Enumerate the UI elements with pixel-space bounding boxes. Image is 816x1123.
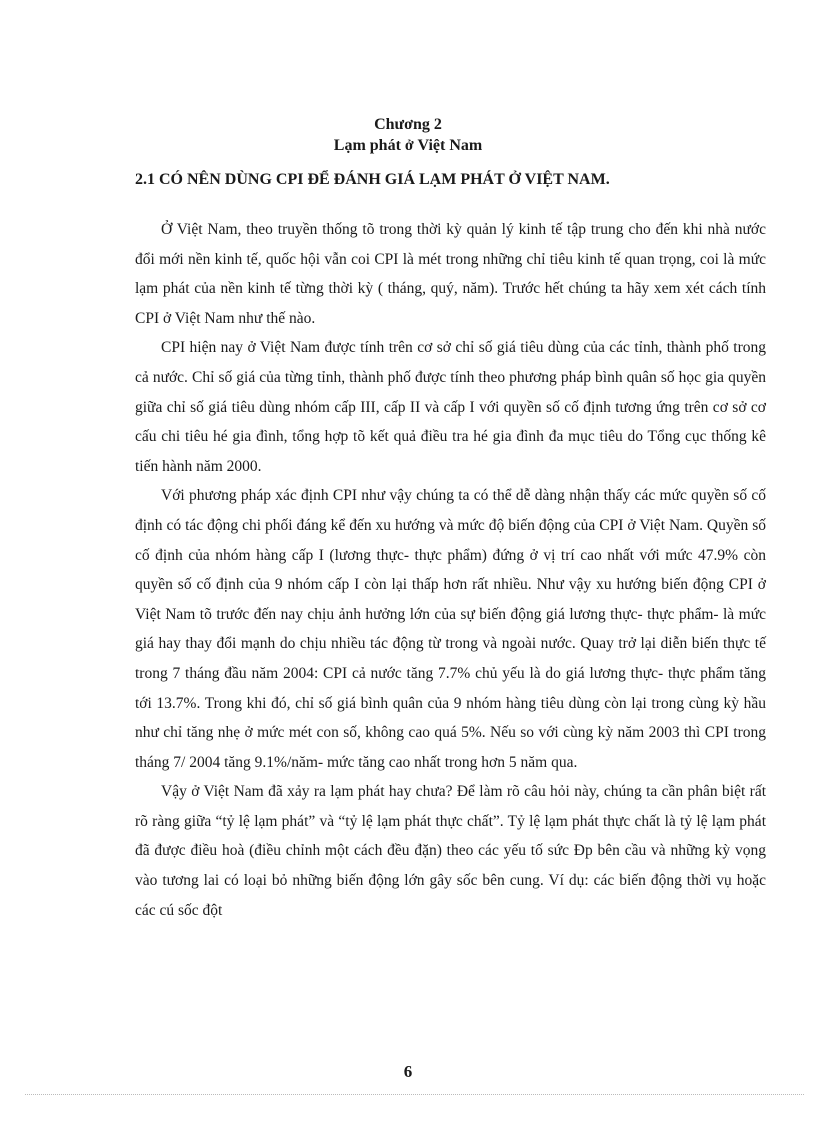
body-text bbox=[135, 215, 766, 925]
paragraph: Vậy ở Việt Nam đã xảy ra lạm phát hay chưa? Để làm rõ câu hỏi này, chúng ta cần phân biệt rất rõ ràng giữa “tỷ lệ lạm phát” và “tỷ lệ lạm phát thực chất”. Tỷ lệ lạm phát thực chất là tỷ lệ lạm phát đã được điều hoà (điều chỉnh một cách đều đặn) theo các yếu tố sức Ðp bên cầu và những kỳ vọng vào tương lai có loại bỏ những biến động lớn gây sốc bên cung. Ví dụ: các biến động thời vụ hoặc các cú sốc đột bbox=[135, 783, 766, 919]
footer-divider bbox=[25, 1094, 804, 1095]
chapter-title bbox=[0, 114, 816, 156]
paragraph: Với phương pháp xác định CPI như vậy chúng ta có thể dễ dàng nhận thấy các mức quyền số cố định có tác động chi phối đáng kể đến xu hướng và mức độ biến động của CPI ở Việt Nam. Quyền số cố định của nhóm hàng cấp I (lương thực- thực phẩm) đứng ở vị trí cao nhất với mức 47.9% còn quyền số cố định của 9 nhóm cấp I còn lại thấp hơn rất nhiều. Như vậy xu hướng biến động CPI ở Việt Nam tõ trước đến nay chịu ảnh hưởng lớn của sự biến động giá lương thực- thực phẩm- là mức giá hay thay đổi mạnh do chịu nhiều tác động từ trong và ngoài nước. Quay trở lại diễn biến thực tế trong 7 tháng đầu năm 2004: CPI cả nước tăng 7.7% chủ yếu là do giá lương thực- thực phẩm tăng tới 13.7%. Trong khi đó, chỉ số giá bình quân của 9 nhóm hàng tiêu dùng còn lại trong cùng kỳ hầu như chỉ tăng nhẹ ở mức mét con số, không cao quá 5%. Nếu so với cùng kỳ năm 2003 thì CPI trong tháng 7/ 2004 tăng 9.1%/năm- mức tăng cao nhất trong hơn 5 năm qua. bbox=[135, 487, 766, 771]
paragraph: Ở Việt Nam, theo truyền thống tõ trong thời kỳ quản lý kinh tế tập trung cho đến khi nhà nước đổi mới nền kinh tế, quốc hội vẫn coi CPI là mét trong những chỉ tiêu kinh tế quan trọng, coi là mức lạm phát của nền kinh tế từng thời kỳ ( tháng, quý, năm). Trước hết chúng ta hãy xem xét cách tính CPI ở Việt Nam như thế nào. bbox=[135, 221, 766, 327]
section-heading: 2.1 CÓ NÊN DÙNG CPI ĐỂ ĐÁNH GIÁ LẠM PHÁT Ở VIỆT NAM. bbox=[135, 171, 610, 188]
paragraph: CPI hiện nay ở Việt Nam được tính trên cơ sở chỉ số giá tiêu dùng của các tỉnh, thành phố trong cả nước. Chỉ số giá của từng tỉnh, thành phố được tính theo phương pháp bình quân số học gia quyền giữa chỉ số giá tiêu dùng nhóm cấp III, cấp II và cấp I với quyền số cố định tương ứng trên cơ sở cơ cấu chi tiêu hé gia đình, tổng hợp tõ kết quả điều tra hé gia đình đa mục tiêu do Tổng cục thống kê tiến hành năm 2000. bbox=[135, 339, 766, 475]
chapter-number-label: Chương 2 bbox=[374, 116, 442, 133]
page-number: 6 bbox=[403, 1062, 413, 1081]
chapter-name: Lạm phát ở Việt Nam bbox=[333, 137, 483, 154]
